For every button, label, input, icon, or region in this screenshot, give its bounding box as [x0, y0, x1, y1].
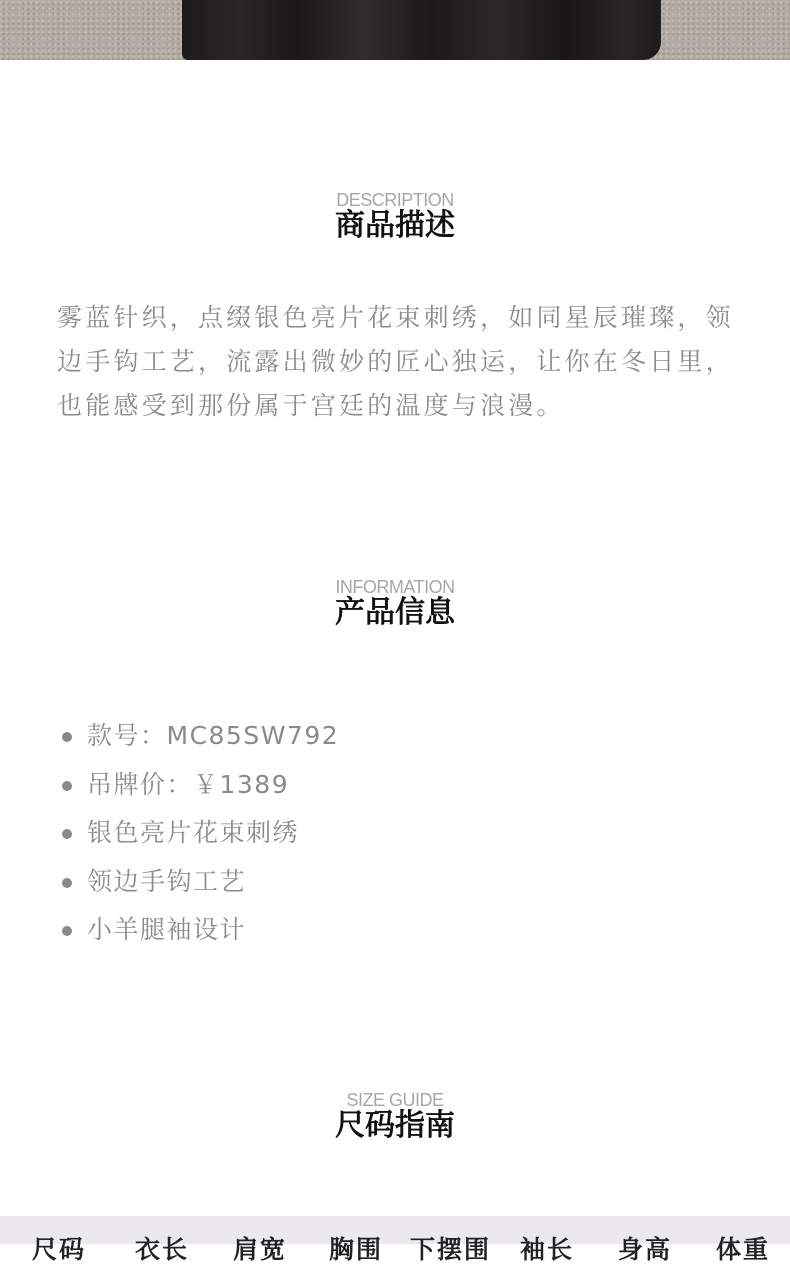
- information-eyebrow: INFORMATION: [335, 577, 455, 597]
- info-item-tag-price: [58, 761, 339, 810]
- size-guide-heading: 尺码指南: [335, 1108, 455, 1143]
- info-item-sleeve-design: [58, 906, 339, 955]
- description-text: 雾蓝针织，点缀银色亮片花束刺绣，如同星辰璀璨，领边手钩工艺，流露出微妙的匠心独运，让你在冬日里，也能感受到那份属于宫廷的温度与浪漫。: [57, 303, 734, 420]
- size-col-sleeve: 袖长: [520, 1235, 575, 1264]
- info-item-embroidery: [58, 809, 339, 858]
- dress-photo-crop: [182, 0, 661, 60]
- size-col-length: 衣长: [135, 1235, 190, 1264]
- information-header: [0, 577, 790, 631]
- info-item-crochet-collar: [58, 858, 339, 907]
- info-item-text: 款号：MC85SW792: [87, 721, 340, 750]
- info-item-style-number: [58, 712, 339, 761]
- bullet-icon: [62, 878, 72, 888]
- info-item-text: 领边手钩工艺: [87, 866, 247, 896]
- size-col-weight: 体重: [716, 1235, 771, 1264]
- size-table-header-row: [0, 1216, 790, 1264]
- bullet-icon: [62, 781, 72, 791]
- size-col-shoulder: 肩宽: [233, 1235, 288, 1264]
- bullet-icon: [62, 926, 72, 936]
- size-col-size: 尺码: [32, 1235, 87, 1264]
- size-guide-eyebrow: SIZE GUIDE: [346, 1090, 444, 1110]
- bullet-icon: [62, 732, 72, 742]
- info-item-text: 银色亮片花束刺绣: [87, 818, 300, 847]
- hero-product-photo: [0, 0, 790, 60]
- size-col-height: 身高: [618, 1235, 673, 1264]
- size-guide-header: [0, 1090, 790, 1144]
- bullet-icon: [62, 829, 72, 839]
- description-eyebrow: DESCRIPTION: [336, 190, 454, 210]
- description-heading: 商品描述: [335, 208, 455, 243]
- information-heading: 产品信息: [335, 595, 455, 630]
- size-col-bust: 胸围: [329, 1235, 384, 1264]
- product-info-list: [58, 712, 339, 955]
- info-item-text: 小羊腿袖设计: [87, 915, 247, 944]
- size-col-hem: 下摆围: [410, 1235, 492, 1264]
- info-item-text: 吊牌价：￥1389: [87, 769, 290, 799]
- description-header: [0, 190, 790, 244]
